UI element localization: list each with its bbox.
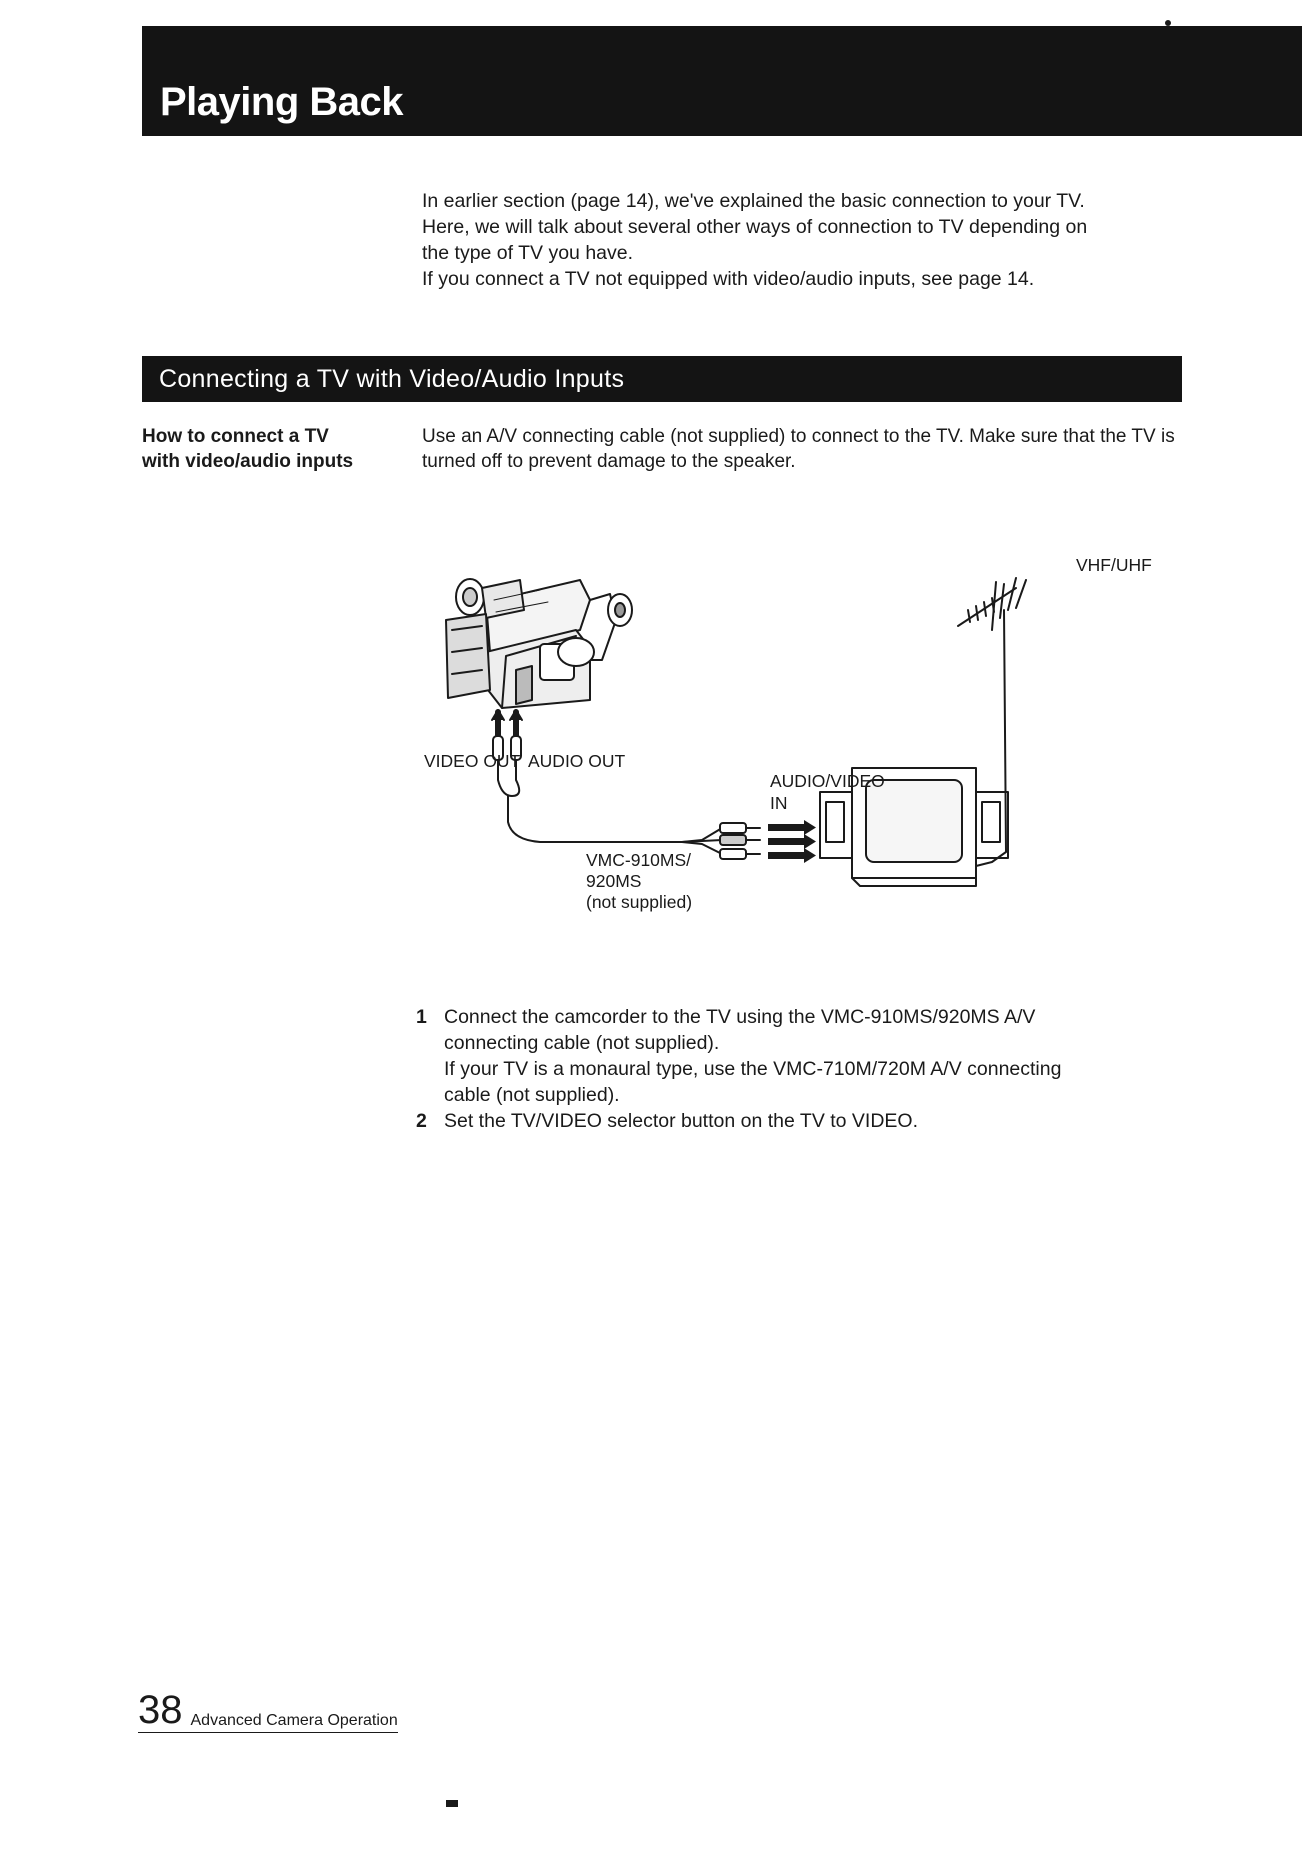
step-line: Connect the camcorder to the TV using the VMC-910MS/920MS A/V: [444, 1006, 1036, 1028]
steps-list: [416, 1004, 1176, 1134]
section-bar: [142, 356, 1182, 402]
av-in-line: AUDIO/VIDEO: [770, 771, 885, 791]
intro-line: Here, we will talk about several other ways of connection to TV depending on: [422, 216, 1088, 238]
tv-end-plugs: [682, 823, 760, 859]
scan-mark-icon: [446, 1800, 458, 1807]
antenna-label: VHF/UHF: [1076, 555, 1152, 575]
av-in-label: [770, 770, 885, 814]
step-item: [416, 1004, 1176, 1108]
intro-paragraph: [422, 188, 1182, 292]
side-heading: [142, 424, 402, 474]
page-footer: [138, 1690, 398, 1733]
cable-model-line: 920MS: [586, 871, 642, 891]
step-number: 2: [416, 1110, 427, 1132]
step-line: connecting cable (not supplied).: [444, 1032, 720, 1054]
step-item: [416, 1108, 1176, 1134]
video-out-label: VIDEO OUT: [424, 751, 521, 771]
diagram-drawing: [420, 540, 1200, 940]
page-title: Playing Back: [160, 80, 404, 124]
intro-line: If you connect a TV not equipped with video/audio inputs, see page 14.: [422, 268, 1035, 290]
step-number: 1: [416, 1006, 427, 1028]
connection-diagram: [420, 540, 1200, 940]
step-line: Set the TV/VIDEO selector button on the TV to VIDEO.: [444, 1110, 919, 1132]
footer-section-name: Advanced Camera Operation: [190, 1712, 398, 1729]
section-body: Use an A/V connecting cable (not supplied) to connect to the TV. Make sure that the TV is turned off to prevent damage to the speaker.: [422, 426, 1175, 472]
cable-model-line: VMC-910MS/: [586, 850, 692, 870]
intro-line: In earlier section (page 14), we've explained the basic connection to your TV.: [422, 190, 1085, 212]
intro-line: the type of TV you have.: [422, 242, 634, 264]
step-line: cable (not supplied).: [444, 1084, 620, 1106]
registration-mark-icon: [1165, 20, 1171, 26]
input-arrows: [768, 820, 816, 863]
title-bar: [142, 26, 1302, 136]
camcorder-connectors: [492, 710, 682, 842]
side-heading-line: with video/audio inputs: [142, 451, 354, 472]
cable-label: [586, 850, 692, 913]
audio-out-label: AUDIO OUT: [528, 751, 626, 771]
page-number: 38: [138, 1688, 183, 1732]
camcorder-illustration: [446, 579, 632, 708]
cable-note: (not supplied): [586, 892, 693, 912]
av-in-line: IN: [770, 793, 788, 813]
side-heading-line: How to connect a TV: [142, 426, 329, 447]
section-title: Connecting a TV with Video/Audio Inputs: [159, 365, 625, 393]
step-line: If your TV is a monaural type, use the VMC-710M/720M A/V connecting: [444, 1058, 1062, 1080]
